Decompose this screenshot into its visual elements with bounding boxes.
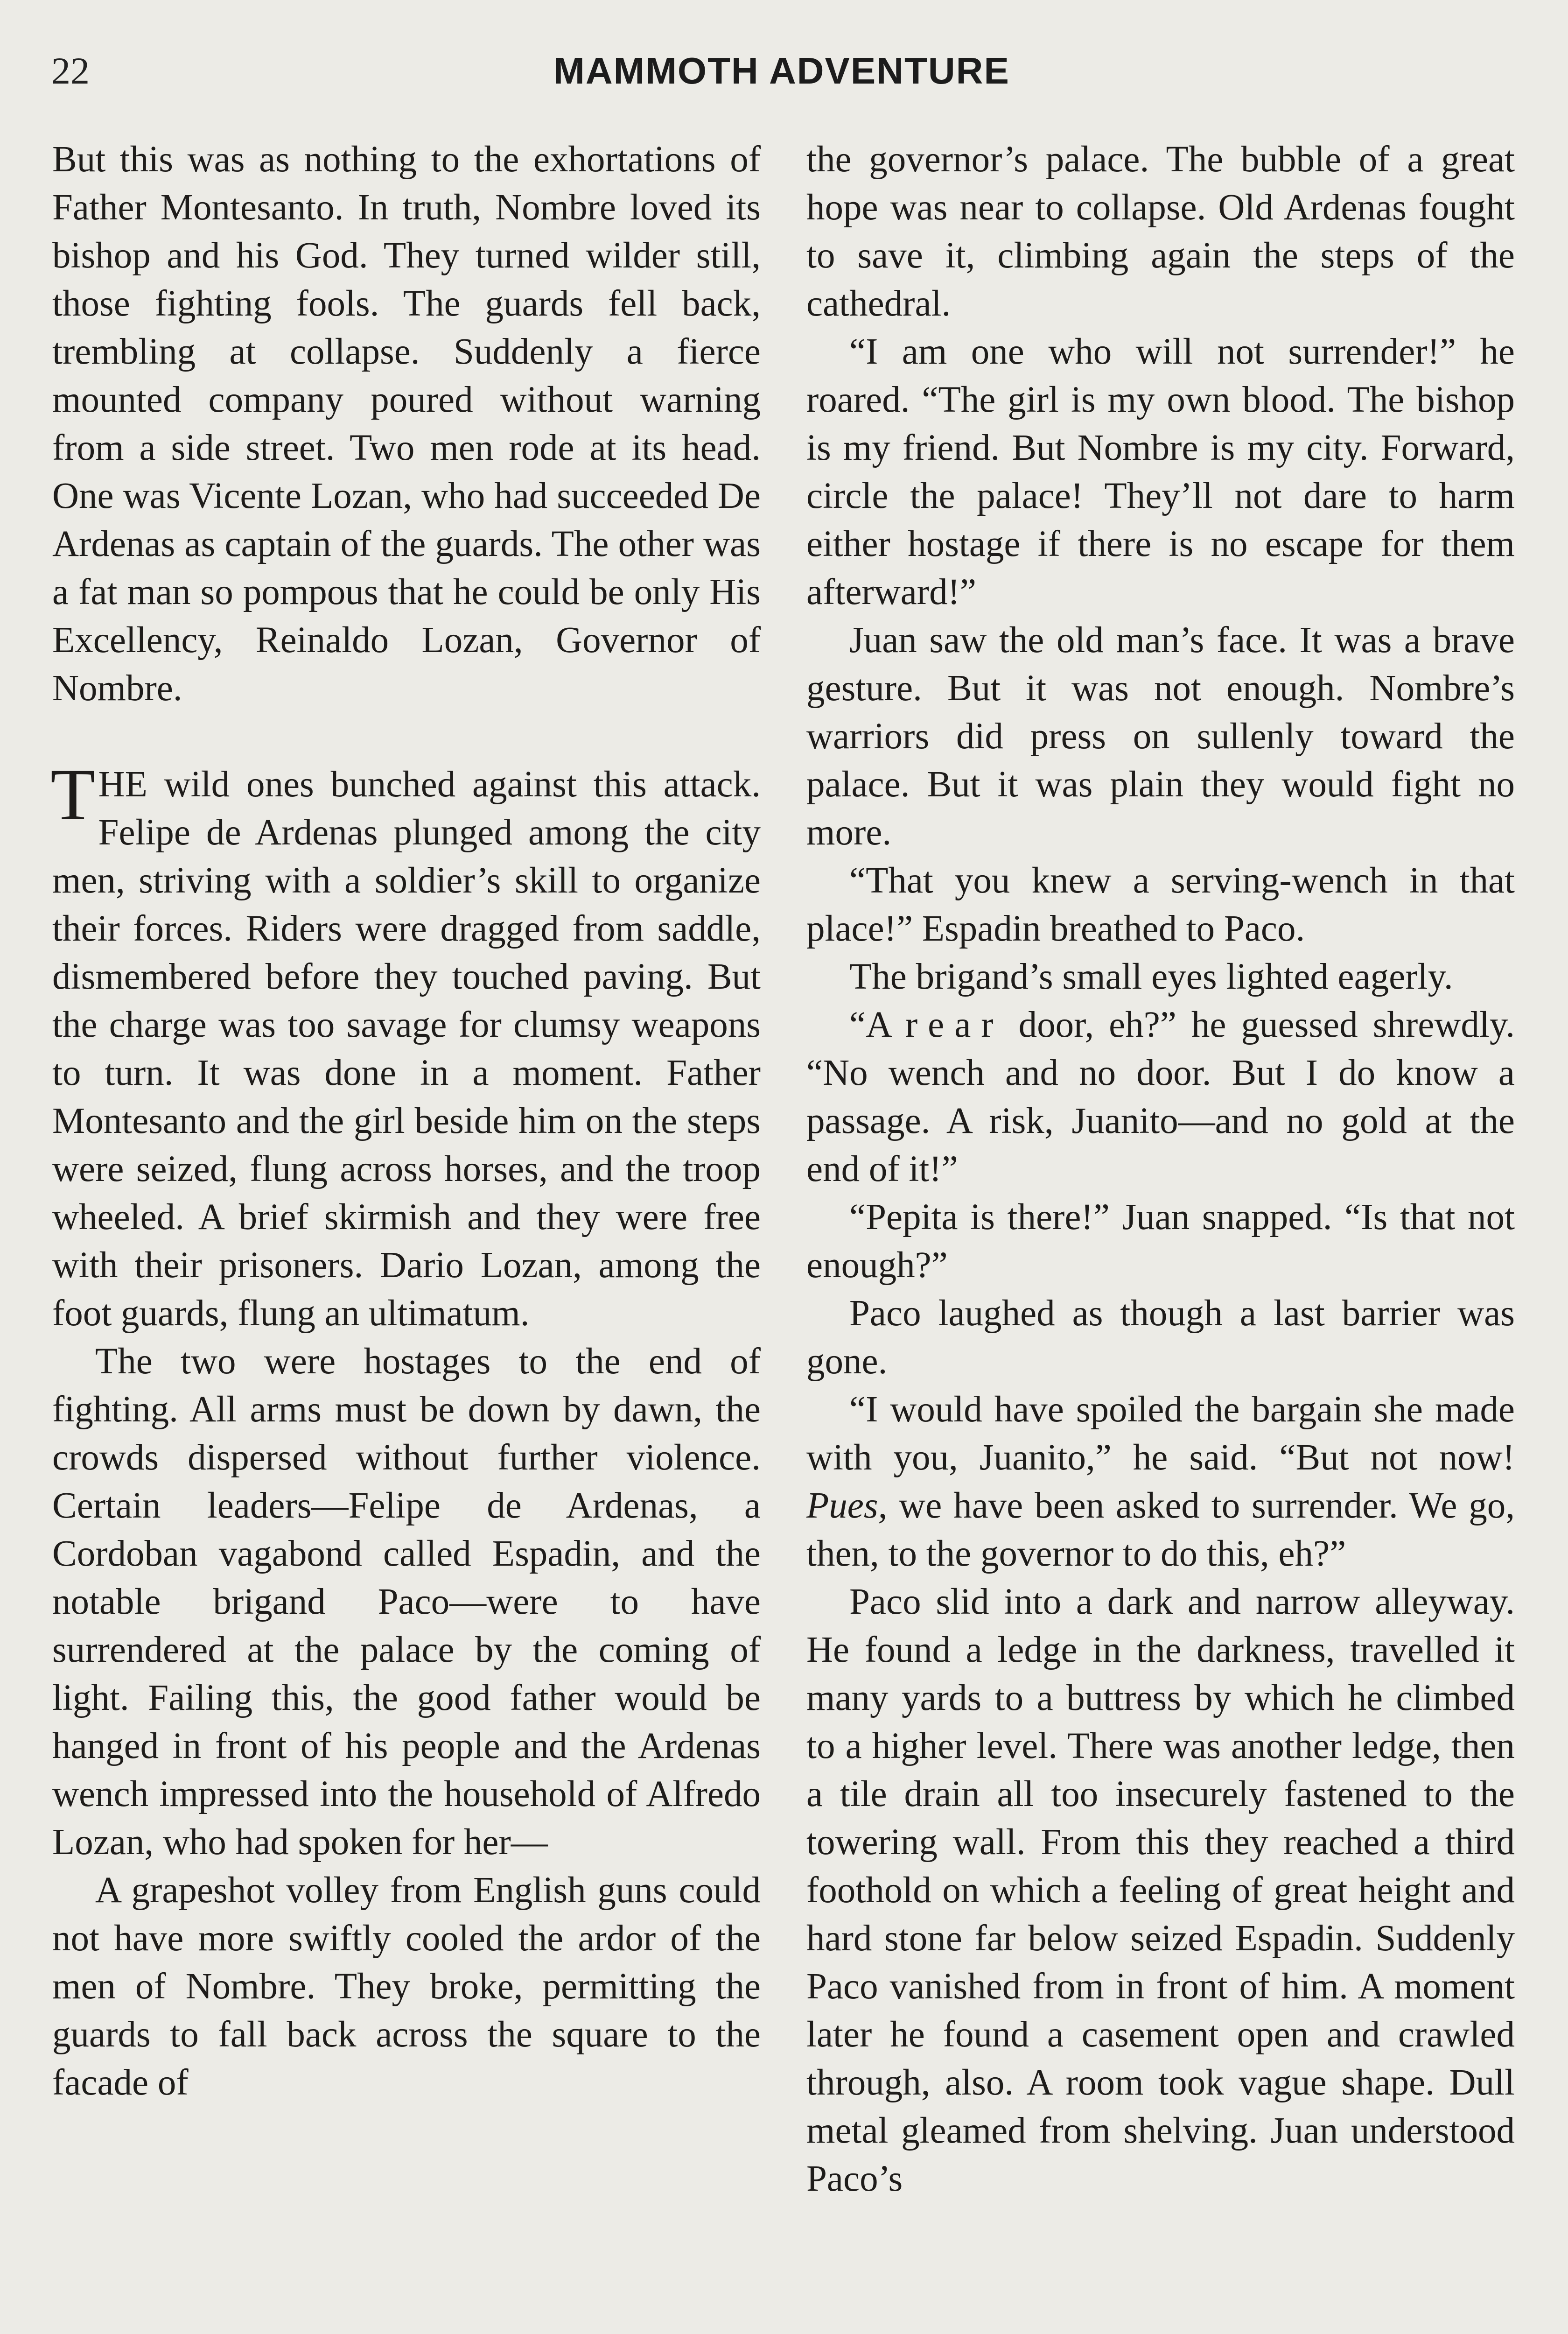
drop-cap: T: [50, 754, 96, 836]
paragraph: Paco laughed as though a last barrier was gone.: [806, 1293, 1515, 1382]
paragraph: But this was as nothing to the exhortations of Father Montesanto. In truth, Nombre loved its bishop and his God. They turned wilder still, those fighting fools. The guards fell back, trembling at collapse. Suddenly a fierce mounted company poured without warning from a side street. Two men rode at its head. One was Vicente Lozan, who had succeeded De Ardenas as captain of the guards. The other was a fat man so pompous that he could be only His Excellency, Reinaldo Lozan, Governor of Nombre.: [52, 139, 761, 709]
paragraph-text: HE wild ones bunched against this attack. Felipe de Ardenas plunged among the city men, striving with a soldier’s skill to organize their forces. Riders were dragged from saddle, dismembered before they touched paving. But the charge was too savage for clumsy weapons to turn. It was done in a moment. Father Montesanto and the girl beside him on the steps were seized, flung across horses, and the troop wheeled. A brief skirmish and they were free with their prisoners. Dario Lozan, among the foot guards, flung an ultimatum.: [52, 764, 761, 1334]
page-number: 22: [51, 49, 90, 92]
paragraph: [806, 1001, 1515, 1193]
paragraph: The two were hostages to the end of fighting. All arms must be down by dawn, the crowds dispersed without further violence. Certain leaders—Felipe de Ardenas, a Cordoban vagabond called Espadin, and the notable brigand Paco—were to have surrendered at the palace by the coming of light. Failing this, the good father would be hanged in front of his people and the Ardenas wench impressed into the household of Alfredo Lozan, who had spoken for her—: [52, 1341, 761, 1863]
paragraph: “I am one who will not surrender!” he roared. “The girl is my own blood. The bishop is my friend. But Nombre is my city. Forward, circle the palace! They’ll not dare to harm either hostage if there is no escape for them afterward!”: [806, 331, 1515, 612]
quote-open: “A: [849, 1005, 890, 1045]
running-title: MAMMOTH ADVENTURE: [553, 50, 1010, 91]
paragraph: A grapeshot volley from English guns could not have more swiftly cooled the ardor of the men of Nombre. They broke, permitting the guards to fall back across the square to the facade of: [52, 1870, 761, 2103]
paragraph: “That you knew a serving-wench in that place!” Espadin breathed to Paco.: [806, 860, 1515, 949]
paragraph-dropcap: [50, 754, 761, 1337]
paragraph-text: “I would have spoiled the bargain she made with you, Juanito,” he said. “But not now!: [806, 1389, 1515, 1478]
left-column: [52, 135, 761, 2107]
paragraph: Juan saw the old man’s face. It was a brave gesture. But it was not enough. Nombre’s warriors did press on sullenly toward the palace. But it was plain they would fight no more.: [806, 620, 1515, 853]
paragraph: The brigand’s small eyes lighted eagerly.: [849, 956, 1453, 997]
paragraph: Paco slid into a dark and narrow alleyway. He found a ledge in the darkness, travelled it many yards to a buttress by which he climbed to a higher level. There was another ledge, then a tile drain all too insecurely fastened to the towering wall. From this they reached a third foothold on which a feeling of great height and hard stone far below seized Espadin. Suddenly Paco vanished from in front of him. A moment later he found a casement open and crawled through, also. A room took vague shape. Dull metal gleamed from shelving. Juan understood Paco’s: [806, 1582, 1515, 2199]
page-header: [51, 43, 1512, 99]
italic-word: Pues,: [806, 1485, 888, 1526]
paragraph-text: we have been asked to surrender. We go, then, to the governor to do this, eh?”: [806, 1485, 1515, 1574]
paragraph-text: door, eh?” he guessed shrewdly. “No wench and no door. But I do know a passage. A risk, Juanito—and no gold at the end of it!”: [806, 1005, 1515, 1189]
spaced-word: rear: [905, 1005, 1004, 1045]
right-column: [806, 135, 1515, 2203]
paragraph: the governor’s palace. The bubble of a great hope was near to collapse. Old Ardenas fought to save it, climbing again the steps of the cathedral.: [806, 139, 1515, 324]
paragraph: [806, 1385, 1515, 1578]
paragraph: “Pepita is there!” Juan snapped. “Is that not enough?”: [806, 1197, 1515, 1286]
